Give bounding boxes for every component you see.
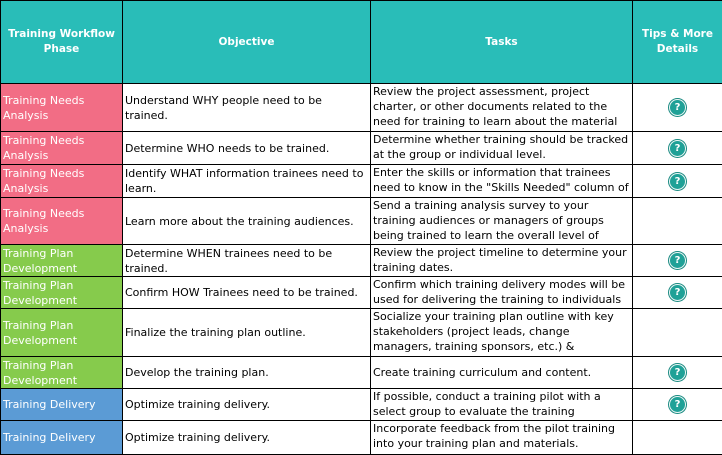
tips-cell [633, 421, 722, 455]
objective-cell[interactable]: Determine WHEN trainees need to be trained. [123, 245, 371, 277]
tips-cell[interactable] [633, 357, 722, 389]
tasks-text: Determine whether training should be tracked at the group or individual level. [373, 133, 629, 161]
tasks-cell[interactable] [371, 245, 633, 277]
tasks-cell[interactable] [371, 198, 633, 245]
phase-cell[interactable]: Training Needs Analysis [1, 132, 123, 165]
phase-cell[interactable]: Training Delivery [1, 389, 123, 421]
header-tips[interactable]: Tips & More Details [633, 1, 722, 84]
objective-cell[interactable]: Finalize the training plan outline. [123, 309, 371, 357]
tasks-text: Review the project timeline to determine your training dates. [373, 246, 627, 274]
tasks-cell[interactable] [371, 389, 633, 421]
question-mark-icon[interactable]: ? [669, 396, 686, 413]
phase-cell[interactable]: Training Needs Analysis [1, 198, 123, 245]
tasks-text: Confirm which training delivery modes will be used for delivering the training to individuals [373, 278, 626, 306]
question-mark-icon[interactable]: ? [669, 173, 686, 190]
tasks-cell[interactable] [371, 132, 633, 165]
table-row[interactable] [1, 277, 722, 309]
table-row[interactable] [1, 245, 722, 277]
table-row[interactable] [1, 198, 722, 245]
objective-cell[interactable]: Optimize training delivery. [123, 389, 371, 421]
phase-cell[interactable]: Training Delivery [1, 421, 123, 455]
table-row[interactable] [1, 309, 722, 357]
table-row[interactable] [1, 132, 722, 165]
header-row [1, 1, 722, 84]
tips-cell[interactable] [633, 277, 722, 309]
question-mark-icon[interactable]: ? [669, 284, 686, 301]
header-phase[interactable]: Training Workflow Phase [1, 1, 123, 84]
objective-cell[interactable]: Develop the training plan. [123, 357, 371, 389]
tasks-cell[interactable] [371, 421, 633, 455]
question-mark-icon[interactable]: ? [669, 364, 686, 381]
phase-cell[interactable]: Training Needs Analysis [1, 165, 123, 198]
tasks-text: Incorporate feedback from the pilot training into your training plan and materials. [373, 422, 615, 450]
tasks-text: Send a training analysis survey to your training audiences or managers of groups being trained to learn the overall level of [373, 199, 604, 242]
tasks-text: Review the project assessment, project charter, or other documents related to the need for training to learn about the material [373, 85, 618, 128]
tasks-text: Socialize your training plan outline with key stakeholders (project leads, change managers, training sponsors, etc.) & [373, 310, 614, 353]
tasks-text: Enter the skills or information that trainees need to know in the "Skills Needed" column of [373, 166, 629, 194]
objective-cell[interactable]: Learn more about the training audiences. [123, 198, 371, 245]
objective-cell[interactable]: Identify WHAT information trainees need to learn. [123, 165, 371, 198]
tips-cell [633, 309, 722, 357]
phase-cell[interactable]: Training Plan Development [1, 277, 123, 309]
tips-cell[interactable] [633, 165, 722, 198]
tasks-cell[interactable] [371, 84, 633, 132]
tips-cell[interactable] [633, 389, 722, 421]
tasks-cell[interactable] [371, 357, 633, 389]
phase-cell[interactable]: Training Plan Development [1, 245, 123, 277]
objective-cell[interactable]: Confirm HOW Trainees need to be trained. [123, 277, 371, 309]
tasks-text: If possible, conduct a training pilot with a select group to evaluate the training [373, 390, 601, 418]
question-mark-icon[interactable]: ? [669, 140, 686, 157]
table-row[interactable] [1, 389, 722, 421]
objective-cell[interactable]: Optimize training delivery. [123, 421, 371, 455]
objective-cell[interactable]: Understand WHY people need to be trained. [123, 84, 371, 132]
table-row[interactable] [1, 84, 722, 132]
objective-cell[interactable]: Determine WHO needs to be trained. [123, 132, 371, 165]
tasks-text: Create training curriculum and content. [373, 366, 592, 379]
phase-cell[interactable]: Training Plan Development [1, 309, 123, 357]
table-row[interactable] [1, 165, 722, 198]
question-mark-icon[interactable]: ? [669, 252, 686, 269]
tasks-cell[interactable] [371, 277, 633, 309]
phase-cell[interactable]: Training Needs Analysis [1, 84, 123, 132]
tips-cell[interactable] [633, 84, 722, 132]
tasks-cell[interactable] [371, 165, 633, 198]
tips-cell[interactable] [633, 245, 722, 277]
header-tasks[interactable]: Tasks [371, 1, 633, 84]
table-row[interactable] [1, 357, 722, 389]
tips-cell[interactable] [633, 132, 722, 165]
tasks-cell[interactable] [371, 309, 633, 357]
tips-cell [633, 198, 722, 245]
phase-cell[interactable]: Training Plan Development [1, 357, 123, 389]
question-mark-icon[interactable]: ? [669, 99, 686, 116]
header-objective[interactable]: Objective [123, 1, 371, 84]
table-row[interactable] [1, 421, 722, 455]
